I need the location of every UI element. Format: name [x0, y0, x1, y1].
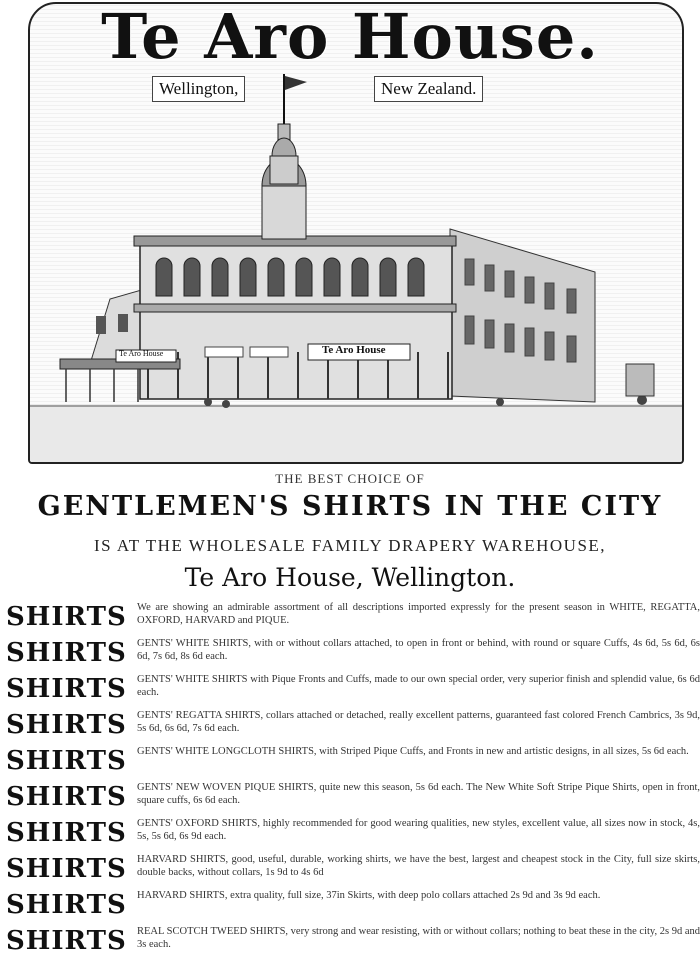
list-item — [0, 924, 700, 958]
shirt-description: GENTS' NEW WOVEN PIQUE SHIRTS, quite new this season, 5s 6d each. The New White Soft Stripe Pique Shirts, open in front, square cuffs, 6s 6d each. — [137, 782, 700, 806]
masthead-title: Te Aro House. — [101, 0, 599, 73]
list-item — [0, 852, 700, 886]
city-banner: Wellington, — [152, 76, 245, 102]
list-item — [0, 600, 700, 634]
store-name: Te Aro House, Wellington. — [184, 563, 516, 592]
corner-sign-text: Te Aro House — [119, 349, 164, 358]
list-item — [0, 744, 700, 778]
list-item — [0, 672, 700, 706]
list-item — [0, 816, 700, 850]
shirt-label: SHIRTS — [6, 854, 127, 884]
shirt-description: GENTS' WHITE SHIRTS, with or without collars attached, to open in front or behind, with round or square Cuffs, 4s 6d, 5s 6d, 6s 6d, 7s 6d, 8s 6d each. — [137, 638, 700, 662]
kicker-text: THE BEST CHOICE OF — [275, 471, 425, 486]
main-sign-text: Te Aro House — [322, 344, 386, 356]
main-headline: GENTLEMEN'S SHIRTS IN THE CITY — [37, 491, 663, 522]
shirt-label: SHIRTS — [6, 638, 127, 668]
shirt-label: SHIRTS — [6, 746, 127, 776]
country-banner: New Zealand. — [374, 76, 483, 102]
shirt-label: SHIRTS — [6, 818, 127, 848]
list-item — [0, 708, 700, 742]
shirt-label: SHIRTS — [6, 926, 127, 956]
shirt-description: REAL SCOTCH TWEED SHIRTS, very strong and wear resisting, with or without collars; nothing to beat these in the city, 2s 9d and 3s each. — [137, 926, 700, 950]
shirt-description: GENTS' OXFORD SHIRTS, highly recommended for good wearing qualities, new styles, excellent value, all sizes now in stock, 4s, 5s, 5s 6d, 6s 9d each. — [137, 818, 700, 842]
shirt-label: SHIRTS — [6, 674, 127, 704]
shirt-label: SHIRTS — [6, 890, 127, 920]
list-item — [0, 636, 700, 670]
shirt-description: GENTS' WHITE LONGCLOTH SHIRTS, with Striped Pique Cuffs, and Fronts in new and artistic designs, in all sizes, 5s 6d each. — [137, 746, 689, 757]
list-item — [0, 780, 700, 814]
shirt-label: SHIRTS — [6, 782, 127, 812]
list-item — [0, 888, 700, 922]
subheadline: IS AT THE WHOLESALE FAMILY DRAPERY WAREHOUSE, — [93, 536, 607, 555]
shirt-description: GENTS' WHITE SHIRTS with Pique Fronts and Cuffs, made to our own special order, very superior finish and splendid value, 6s 6d each. — [137, 674, 700, 698]
shirt-label: SHIRTS — [6, 710, 127, 740]
shirt-description: HARVARD SHIRTS, extra quality, full size, 37in Skirts, with deep polo collars attached 2s 9d and 3s 9d each. — [137, 890, 601, 901]
shirt-label: SHIRTS — [6, 602, 127, 632]
shirt-description: HARVARD SHIRTS, good, useful, durable, working shirts, we have the best, largest and cheapest stock in the City, full size skirts, double backs, without collars, 1s 9d to 4s 6d — [137, 854, 700, 878]
shirt-description: We are showing an admirable assortment of all descriptions imported expressly for the present season in WHITE, REGATTA, OXFORD, HARVARD and PIQUE. — [137, 602, 700, 626]
shirt-description: GENTS' REGATTA SHIRTS, collars attached or detached, really excellent patterns, guaranteed fast colored French Cambrics, 3s 9d, 5s 6d, 6s 6d, 7s 6d each. — [137, 710, 700, 734]
